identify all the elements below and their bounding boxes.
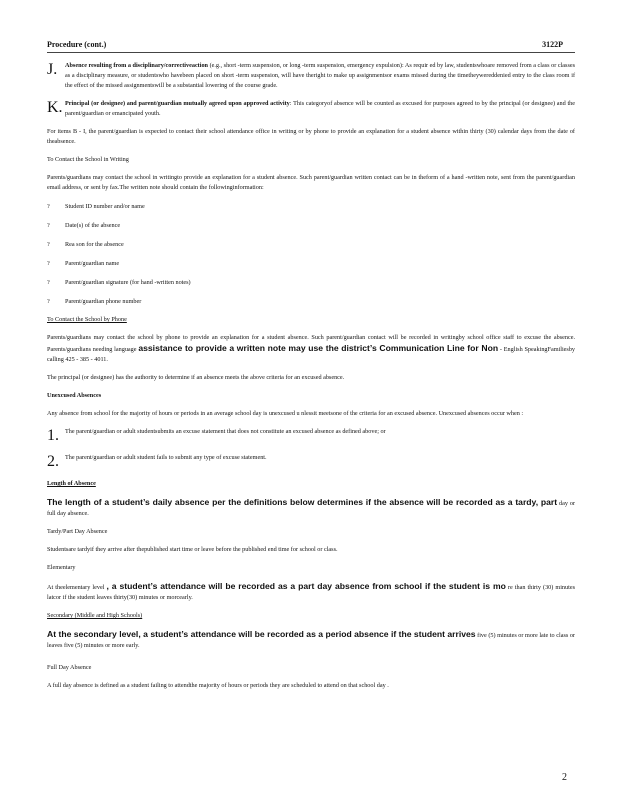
list-item xyxy=(47,221,575,231)
phone-text-2: - English SpeakingFamiliesby calling 425 - 385 - 4011. xyxy=(47,346,576,363)
phone-text-1: Parents/guardians may contact the school by phone to provide an explanation for a student absence. Such parent/guardian contact will be recorded in writingby school office staff to excuse the absence. Parents/guardians needing language xyxy=(47,334,575,353)
item-k-body: : This categoryof absence will be counted as excused for purposes agreed to by the principal (or designee) and the parent/guardian or emancipated youth. xyxy=(65,100,575,117)
list-item-text: Parent/guardian name xyxy=(65,260,120,267)
header-cont: (cont.) xyxy=(84,40,107,49)
bullet-marker: ? xyxy=(47,260,50,267)
bullet-marker: ? xyxy=(47,241,50,248)
elem-text-small: At theelementary level xyxy=(47,584,107,591)
phone-text-big: assistance to provide a written note may use the district’s Communication Line for Non xyxy=(138,343,499,353)
unexcused-item-text: The parent/guardian or adult studentsubmits an excuse statement that does not constitute an excused absence as defined above; or xyxy=(65,428,386,435)
tardy-heading: Tardy/Part Day Absence xyxy=(47,528,108,535)
unexcused-item-2 xyxy=(47,453,575,471)
item-j-text xyxy=(65,61,575,91)
length-text-small: day or full day absence. xyxy=(47,500,576,517)
unexcused-heading: Unexcused Absences xyxy=(47,392,102,399)
item-k-label: K. xyxy=(47,99,63,116)
item-j-bold: Absence resulting from a disciplinary/correctiveaction xyxy=(65,62,209,69)
phone-heading-text: To Contact the School by Phone xyxy=(47,316,127,323)
tardy-paragraph: Studentsare tardyif they arrive after thepublished start time or leave before the published end time for school or class. xyxy=(47,546,338,553)
secondary-text-small: five (5) minutes or more late to class or leaves five (5) minutes or more early. xyxy=(47,632,575,649)
list-item xyxy=(47,259,575,269)
secondary-text-big: At the secondary level, a student’s attendance will be recorded as a period absence if the student arrives xyxy=(47,629,476,639)
document-page xyxy=(47,40,575,691)
items-paragraph: For items B - I, the parent/guardian is expected to contact their school attendance office in writing or by phone to provide an explanation for a student absence within thirty (30) calendar days from the date of theabsence. xyxy=(47,128,575,145)
phone-heading xyxy=(47,315,575,325)
length-text-big: The length of a student’s daily absence per the definitions below determines if the absence will be recorded as a tardy, part xyxy=(47,497,558,507)
bullet-marker: ? xyxy=(47,279,50,286)
elementary-paragraph xyxy=(47,581,575,603)
writing-paragraph: Parents/guardians may contact the school in writingto provide an explanation for a student absence. Such parent/guardian written contact can be in theform of a hand -written note, sent from the parent/guardian email address, or sent by fax.The written note should contain the followinginformation: xyxy=(47,174,575,191)
bullet-marker: ? xyxy=(47,222,50,229)
length-heading xyxy=(47,479,575,489)
elem-text-small-2: re than thirty (30) minutes latcor if the student leaves thirty(30) minutes or morcearly. xyxy=(47,584,575,601)
fullday-heading: Full Day Absence xyxy=(47,664,92,671)
list-item xyxy=(47,297,575,307)
list-item-text: Student ID number and/or name xyxy=(65,203,145,210)
unexcused-item-label: 2. xyxy=(47,453,59,470)
fullday-paragraph: A full day absence is defined as a student failing to attendthe majority of hours or periods they are scheduled to attend on that school day . xyxy=(47,682,389,689)
list-item xyxy=(47,240,575,250)
unexcused-item-label: 1. xyxy=(47,427,59,444)
page-header xyxy=(47,40,575,53)
list-item xyxy=(47,202,575,212)
item-j-label: J. xyxy=(47,61,58,78)
header-title-group xyxy=(47,40,106,49)
phone-paragraph xyxy=(47,333,575,365)
secondary-heading xyxy=(47,611,575,621)
unexcused-paragraph: Any absence from school for the majority of hours or periods in an average school day is unexcused u nlessit meetsone of the criteria for an excused absence. Unexcused absences occur when : xyxy=(47,410,524,417)
unexcused-item-1 xyxy=(47,427,575,445)
list-item-text: Rea son for the absence xyxy=(65,241,124,248)
writing-heading: To Contact the School in Writing xyxy=(47,156,129,163)
list-item-text: Date(s) of the absence xyxy=(65,222,121,229)
item-j-body: (e.g., short -term suspension, or long -term suspension, emergency expulsion): As requir ed by law, studentswhoare removed from a class or classes as a disciplinary measure, or studentswho havebeen placed on short -term suspension, will have theright to make up assignmentsor exams missed during the timetheywereddenied entry to the class room if the effect of the missed assignmentswill be a substantial lowering of the course grade. xyxy=(65,62,576,89)
item-k-text xyxy=(65,99,575,119)
list-item-text: Parent/guardian phone number xyxy=(65,298,142,305)
list-item-text: Parent/guardian signature (for hand -written notes) xyxy=(65,279,191,286)
page-number: 2 xyxy=(562,772,567,783)
unexcused-item-text: The parent/guardian or adult student fails to submit any type of excuse statement. xyxy=(65,454,267,461)
item-j xyxy=(47,61,575,91)
elem-text-big: , a student’s attendance will be recorded as a part day absence from school if the student is mo xyxy=(106,581,506,591)
length-heading-text: Length of Absence xyxy=(47,480,96,487)
secondary-paragraph xyxy=(47,629,575,651)
item-k xyxy=(47,99,575,119)
bullet-list xyxy=(47,202,575,307)
header-title: Procedure xyxy=(47,40,83,49)
policy-number: 3122P xyxy=(542,40,563,49)
list-item xyxy=(47,278,575,288)
bullet-marker: ? xyxy=(47,203,50,210)
bullet-marker: ? xyxy=(47,298,50,305)
principal-paragraph: The principal (or designee) has the authority to determine if an absence meets the above criteria for an excused absence. xyxy=(47,374,345,381)
secondary-heading-text: Secondary (Middle and High Schools) xyxy=(47,612,143,619)
length-paragraph xyxy=(47,497,575,519)
item-k-bold: Principal (or designee) and parent/guardian mutually agreed upon approved activity xyxy=(65,100,290,107)
elementary-heading: Elementary xyxy=(47,564,76,571)
